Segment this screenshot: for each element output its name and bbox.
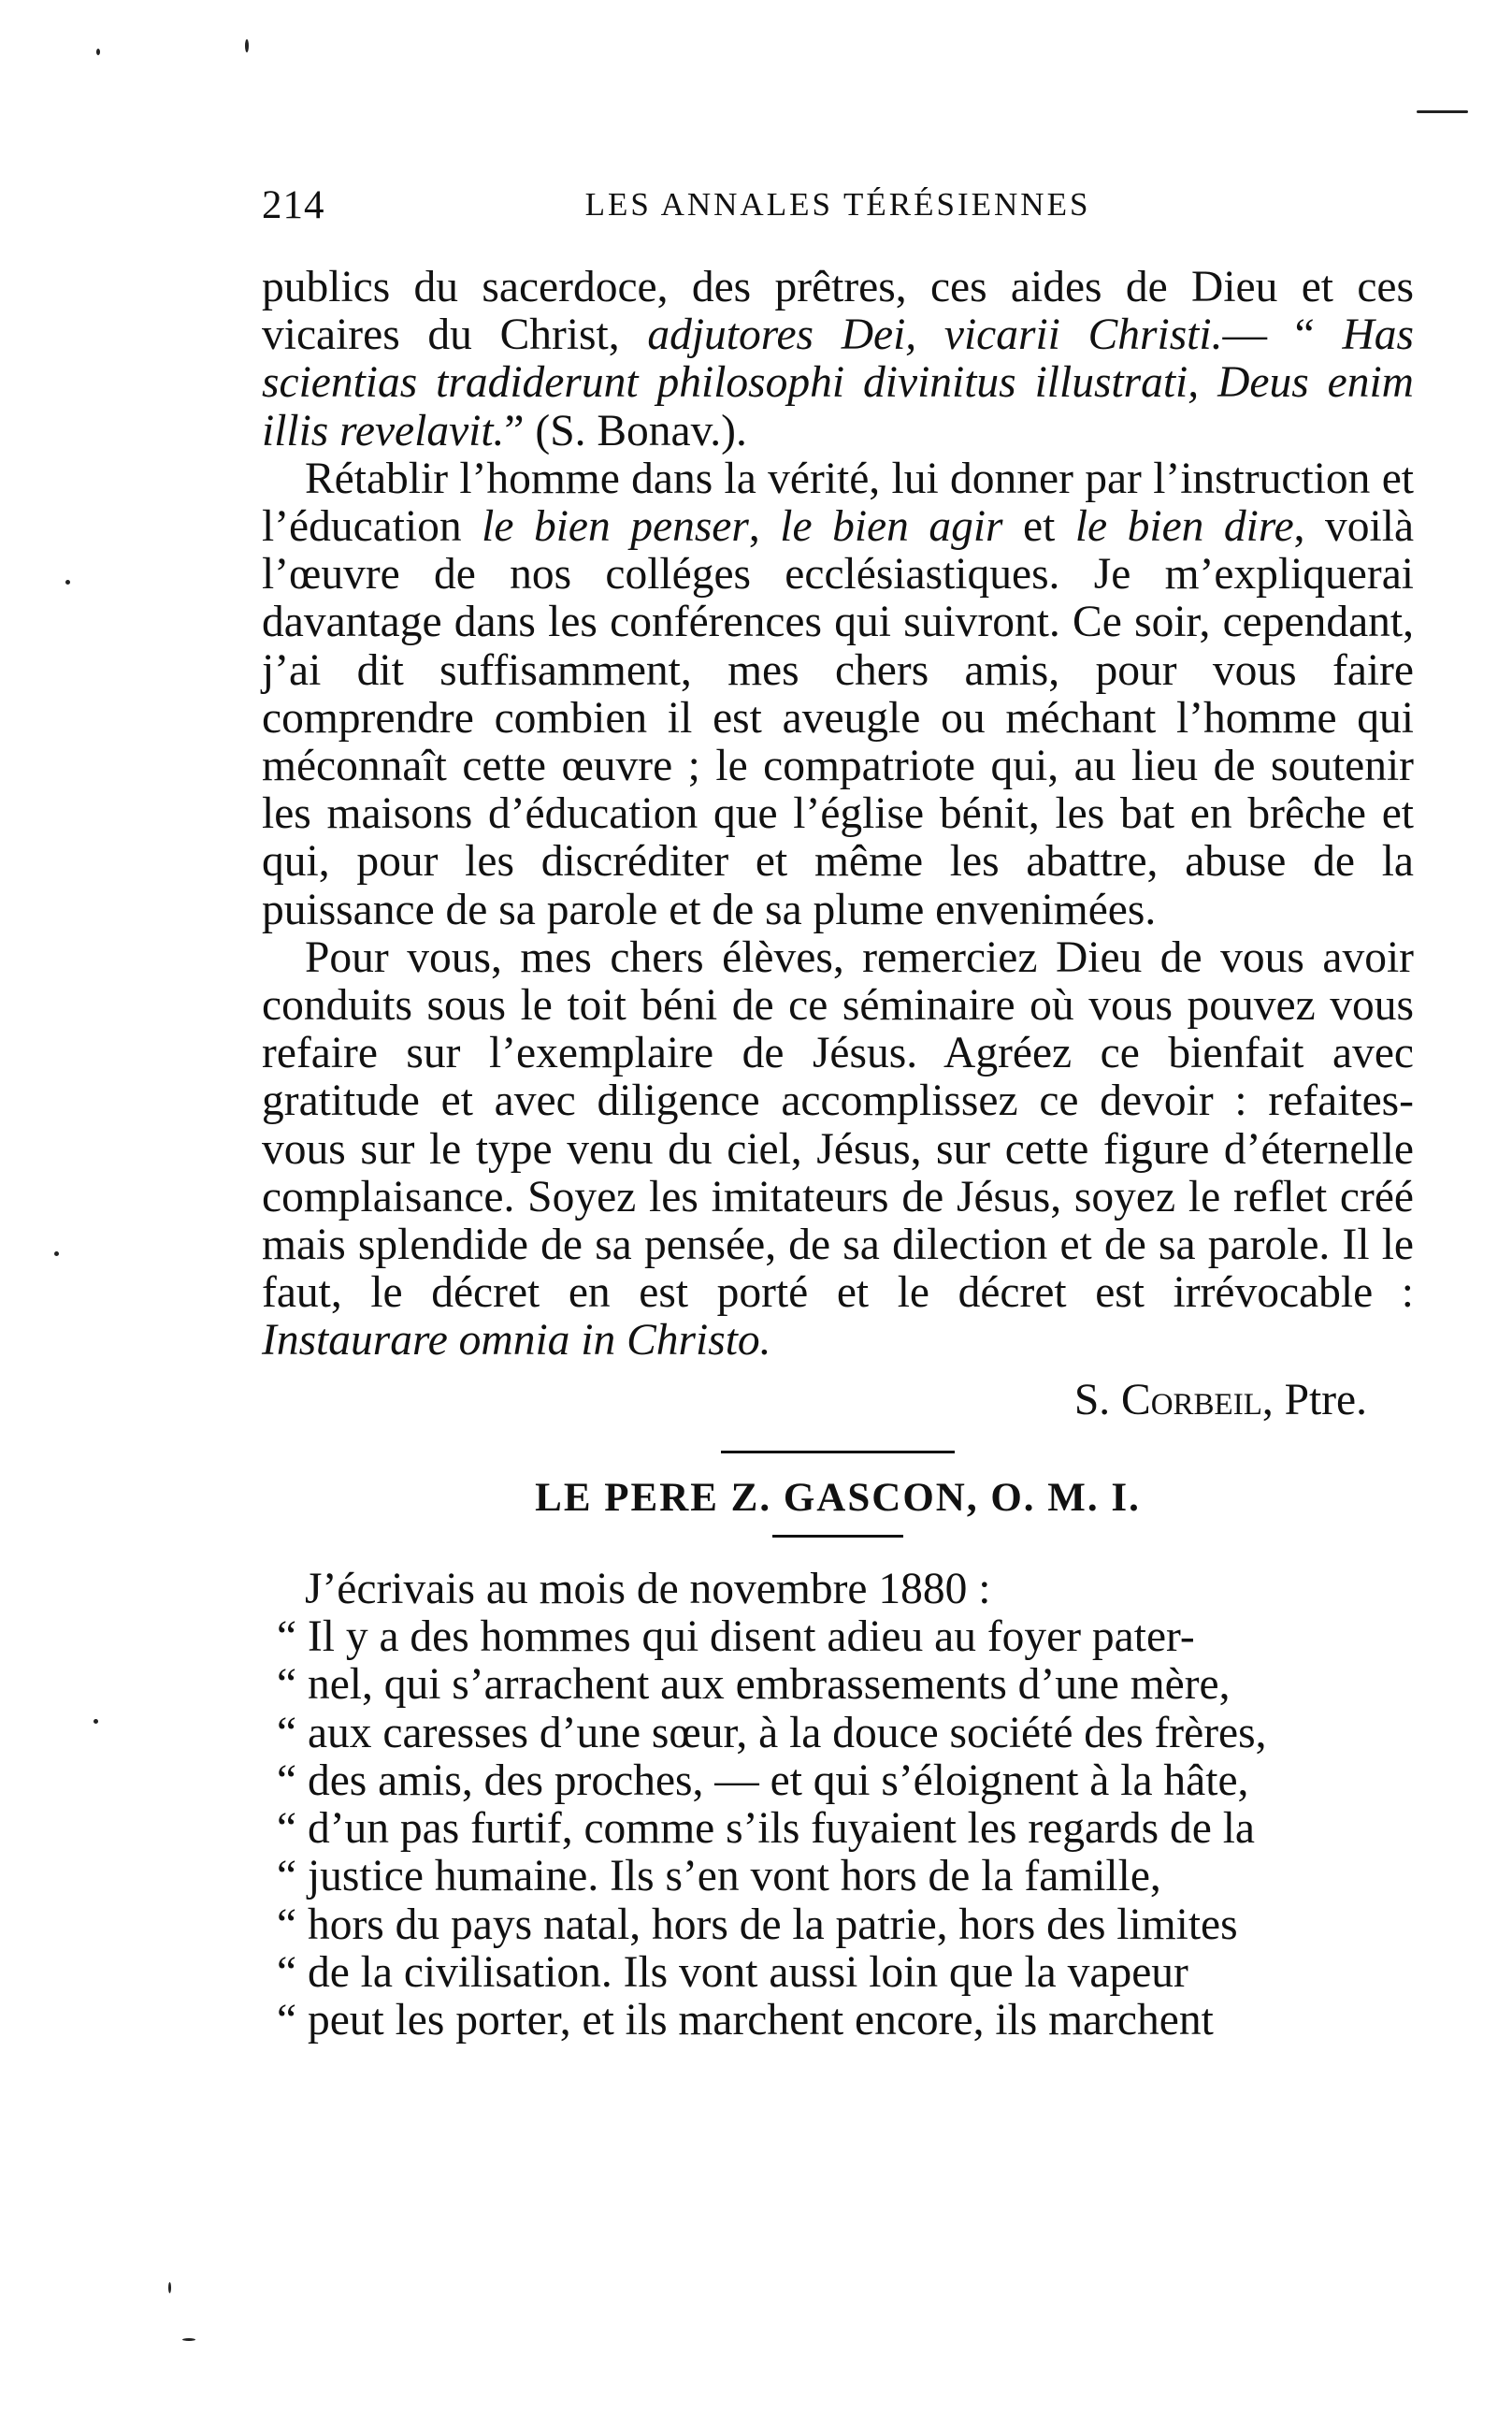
page-body [262,264,1414,2045]
quote-line: “ peut les porter, et ils marchent encore, ils marchent [277,1995,1214,2045]
section-rule-top [721,1451,955,1453]
quote-line: “ nel, qui s’arrachent aux embrassements d’une mère, [277,1660,1231,1710]
paper-speck [168,2282,171,2293]
signature-name: Corbeil [1121,1375,1262,1424]
italic-phrase: le bien agir [780,502,1003,552]
italic-phrase: le bien dire [1074,502,1294,552]
text-run: — “ [1222,311,1343,360]
paper-speck [1417,110,1468,113]
text-run: publics du sacerdoce, des prêtres, ces aides de Dieu et ces vicaires du Christ, [262,263,1414,360]
section-rule-bottom [772,1535,903,1538]
quote-line: “ d’un pas furtif, comme s’ils fuyaient les regards de la [277,1804,1255,1854]
section-heading: LE PERE Z. GASCON, O. M. I. [535,1475,1141,1520]
paper-speck [182,2338,195,2341]
paragraph-2 [262,455,1414,934]
quote-line: “ des amis, des proches, — et qui s’éloignent à la hâte, [277,1756,1249,1805]
quote-line: “ hors du pays natal, hors de la patrie, hors des limites [277,1900,1238,1949]
paper-speck [54,1251,59,1256]
paragraph-3 [262,934,1414,1365]
italic-phrase: Has scientias tradiderunt philosophi divinitus illustrati, Deus enim illis revelavit. [262,311,1414,455]
paper-speck [65,580,70,585]
quote-line: “ Il y a des hommes qui disent adieu au foyer pater- [277,1612,1195,1662]
quote-block [262,1613,1414,2045]
page-header [262,182,1414,235]
signature-suffix: , Ptre. [1261,1375,1367,1424]
paper-speck [94,1719,98,1724]
text-run: , [748,502,781,552]
text-run: et [1002,502,1075,552]
quote-line: “ aux caresses d’une sœur, à la douce société des frères, [277,1708,1267,1757]
paper-speck [96,49,100,55]
page-number: 214 [262,183,325,227]
quote-line: “ de la civilisation. Ils vont aussi loin que la vapeur [277,1947,1188,1997]
text-run: Pour vous, mes chers élèves, remerciez Dieu de vous avoir conduits sous le toit béni de ce séminaire où vous pouvez vous refaire sur l’exemplaire de Jésus. Agréez ce bienfait avec gratitude et avec diligence accomplissez ce devoir : refaites-vous sur le type venu du ciel, Jésus, sur cette figure d’éternelle complaisance. Soyez les imitateurs de Jésus, soyez le reflet créé mais splendide de sa pensée, de sa dilection et de sa parole. Il le faut, le décret en est porté et le décret est irrévocable : [262,932,1414,1318]
text-run: ” (S. Bonav.). [504,406,747,455]
italic-phrase: le bien penser [482,502,749,552]
signature-initial: S. [1073,1375,1122,1424]
running-title: LES ANNALES TÉRÉSIENNES [584,186,1091,223]
italic-phrase: adjutores Dei, vicarii Christi. [647,311,1223,360]
italic-phrase: Instaurare omnia in Christo. [262,1316,771,1365]
paragraph-1 [262,264,1414,455]
paper-speck [245,39,249,52]
text-run: , voilà l’œuvre de nos colléges ecclésiastiques. Je m’expliquerai davantage dans les conférences qui suivront. Ce soir, cependant, j’ai dit suffisamment, mes chers amis, pour vous faire comprendre combien il est aveugle ou méchant l’homme qui méconnaît cette œuvre ; le compatriote qui, au lieu de soutenir les maisons d’éducation que l’église bénit, les bat en brêche et qui, pour les discréditer et même les abattre, abuse de la puissance de sa parole et de sa plume envenimées. [262,502,1415,934]
section-intro: J’écrivais au mois de novembre 1880 : [305,1565,991,1614]
text-run: Rétablir l’homme dans la vérité, lui donner par l’instruction et l’éducation [262,454,1414,552]
signature [262,1377,1367,1424]
quote-line: “ justice humaine. Ils s’en vont hors de la famille, [277,1852,1161,1901]
